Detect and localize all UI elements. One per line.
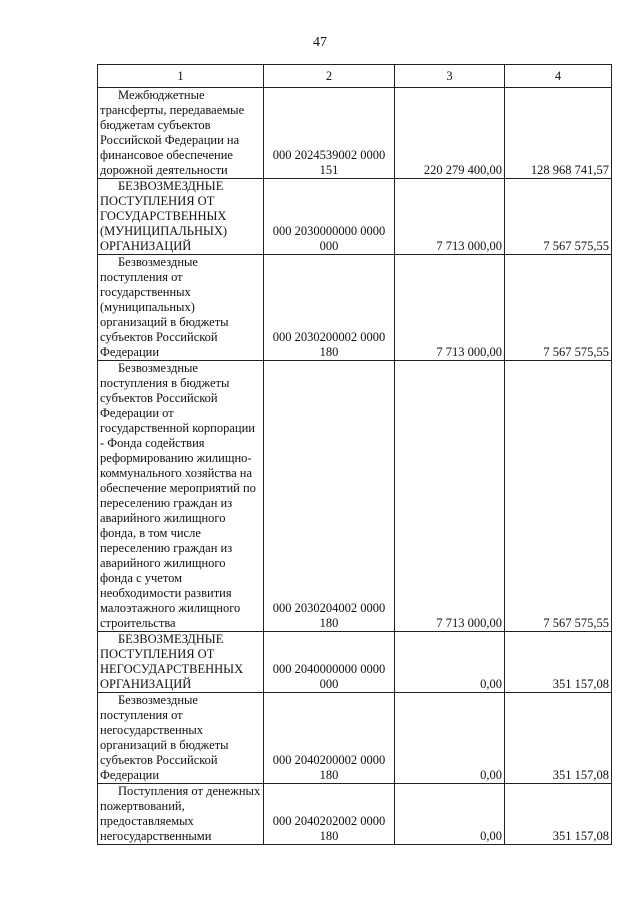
page-number: 47 <box>313 35 327 50</box>
row-value-col4: 7 567 575,55 <box>505 179 612 255</box>
row-value-col3: 7 713 000,00 <box>395 361 505 632</box>
row-value-col3: 7 713 000,00 <box>395 179 505 255</box>
row-code: 000 2024539002 0000 151 <box>264 88 395 179</box>
table-header-row <box>98 65 612 88</box>
row-code: 000 2040000000 0000 000 <box>264 632 395 693</box>
row-name-cell <box>98 361 264 632</box>
row-value-col4: 351 157,08 <box>505 784 612 845</box>
row-value-col3: 0,00 <box>395 632 505 693</box>
row-value-col4: 7 567 575,55 <box>505 255 612 361</box>
row-name: Безвозмездные поступления от государственных (муниципальных) организаций в бюджеты субъектов Российской Федерации <box>100 255 229 359</box>
row-code: 000 2030000000 0000 000 <box>264 179 395 255</box>
row-name-cell <box>98 784 264 845</box>
row-value-col4: 128 968 741,57 <box>505 88 612 179</box>
row-name-cell <box>98 88 264 179</box>
row-name-cell <box>98 632 264 693</box>
row-name: БЕЗВОЗМЕЗДНЫЕ ПОСТУПЛЕНИЯ ОТ ГОСУДАРСТВЕННЫХ (МУНИЦИПАЛЬНЫХ) ОРГАНИЗАЦИЙ <box>100 179 228 253</box>
column-header-3: 3 <box>395 65 505 88</box>
row-value-col3: 7 713 000,00 <box>395 255 505 361</box>
row-name: Безвозмездные поступления в бюджеты субъектов Российской Федерации от государственной корпорации - Фонда содействия реформированию жилищно-коммунального хозяйства на обеспечение мероприятий по переселению граждан из аварийного жилищного фонда, в том числе переселению граждан из аварийного жилищного фонда с учетом необходимости развития малоэтажного жилищного строительства <box>100 361 256 630</box>
row-code: 000 2030200002 0000 180 <box>264 255 395 361</box>
table-row <box>98 693 612 784</box>
table-row <box>98 179 612 255</box>
row-value-col4: 7 567 575,55 <box>505 361 612 632</box>
row-name-cell <box>98 693 264 784</box>
row-name: Межбюджетные трансферты, передаваемые бюджетам субъектов Российской Федерации на финансовое обеспечение дорожной деятельности <box>100 88 245 177</box>
table-row <box>98 361 612 632</box>
table-row <box>98 632 612 693</box>
row-code: 000 2040200002 0000 180 <box>264 693 395 784</box>
column-header-4: 4 <box>505 65 612 88</box>
budget-revenue-table <box>97 64 612 845</box>
table-row <box>98 88 612 179</box>
row-name: Безвозмездные поступления от негосударственных организаций в бюджеты субъектов Российской Федерации <box>100 693 229 782</box>
column-header-1: 1 <box>98 65 264 88</box>
row-value-col4: 351 157,08 <box>505 632 612 693</box>
row-code: 000 2030204002 0000 180 <box>264 361 395 632</box>
row-value-col3: 0,00 <box>395 784 505 845</box>
row-code: 000 2040202002 0000 180 <box>264 784 395 845</box>
table-row <box>98 255 612 361</box>
column-header-2: 2 <box>264 65 395 88</box>
row-value-col3: 0,00 <box>395 693 505 784</box>
row-value-col3: 220 279 400,00 <box>395 88 505 179</box>
row-name-cell <box>98 179 264 255</box>
row-value-col4: 351 157,08 <box>505 693 612 784</box>
row-name: БЕЗВОЗМЕЗДНЫЕ ПОСТУПЛЕНИЯ ОТ НЕГОСУДАРСТВЕННЫХ ОРГАНИЗАЦИЙ <box>100 632 244 691</box>
row-name-cell <box>98 255 264 361</box>
row-name: Поступления от денежных пожертвований, предоставляемых негосударственными <box>100 784 261 843</box>
table-row <box>98 784 612 845</box>
